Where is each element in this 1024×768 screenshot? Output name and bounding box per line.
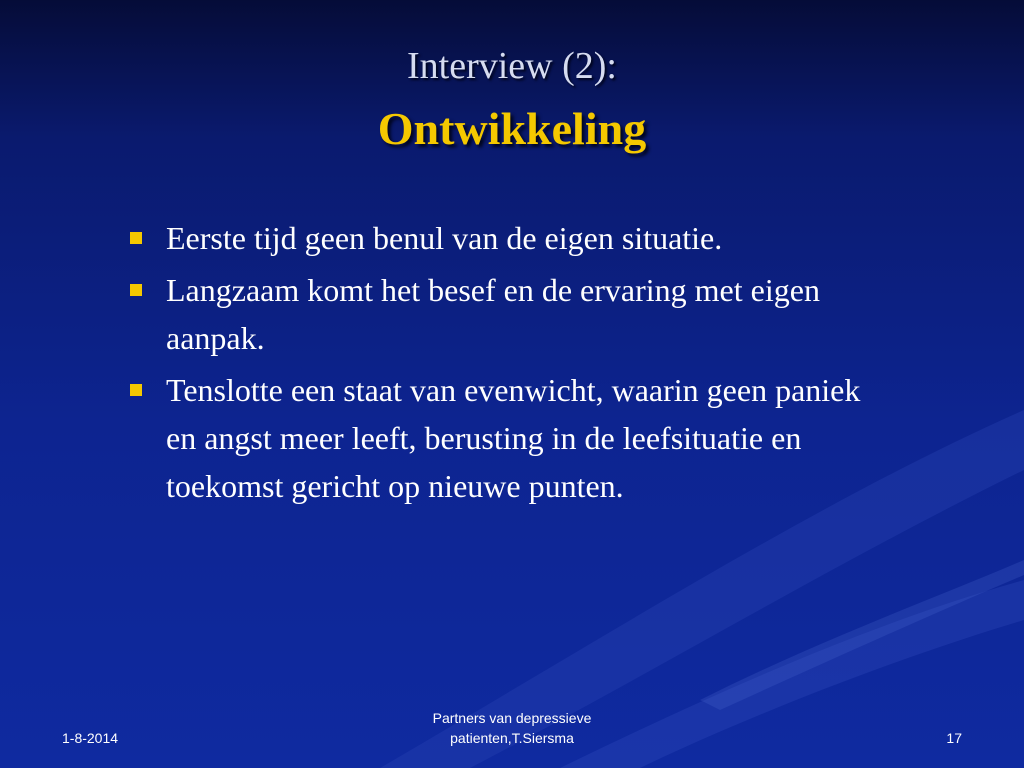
footer-author-line1: Partners van depressieve [432,710,592,726]
footer-author-line2: patienten,T.Siersma [450,730,574,746]
square-bullet-icon [130,284,142,296]
bullet-item [128,214,888,262]
slide-subtitle: Ontwikkeling [377,103,647,154]
bullet-text: Tenslotte een staat van evenwicht, waarin geen paniek en angst meer leeft, berusting in de leefsituatie en toekomst gericht op nieuwe punten. [166,372,861,504]
square-bullet-icon [130,384,142,396]
page-number: 17 [946,730,962,746]
bullet-text: Langzaam komt het besef en de ervaring met eigen aanpak. [166,272,820,356]
footer-author [362,708,662,748]
bullet-item [128,366,888,510]
footer-date: 1-8-2014 [62,730,119,746]
square-bullet-icon [130,232,142,244]
slide-title: Interview (2): [407,45,617,87]
bullet-text: Eerste tijd geen benul van de eigen situatie. [166,220,723,256]
bullet-list [128,214,888,514]
bullet-item [128,266,888,362]
